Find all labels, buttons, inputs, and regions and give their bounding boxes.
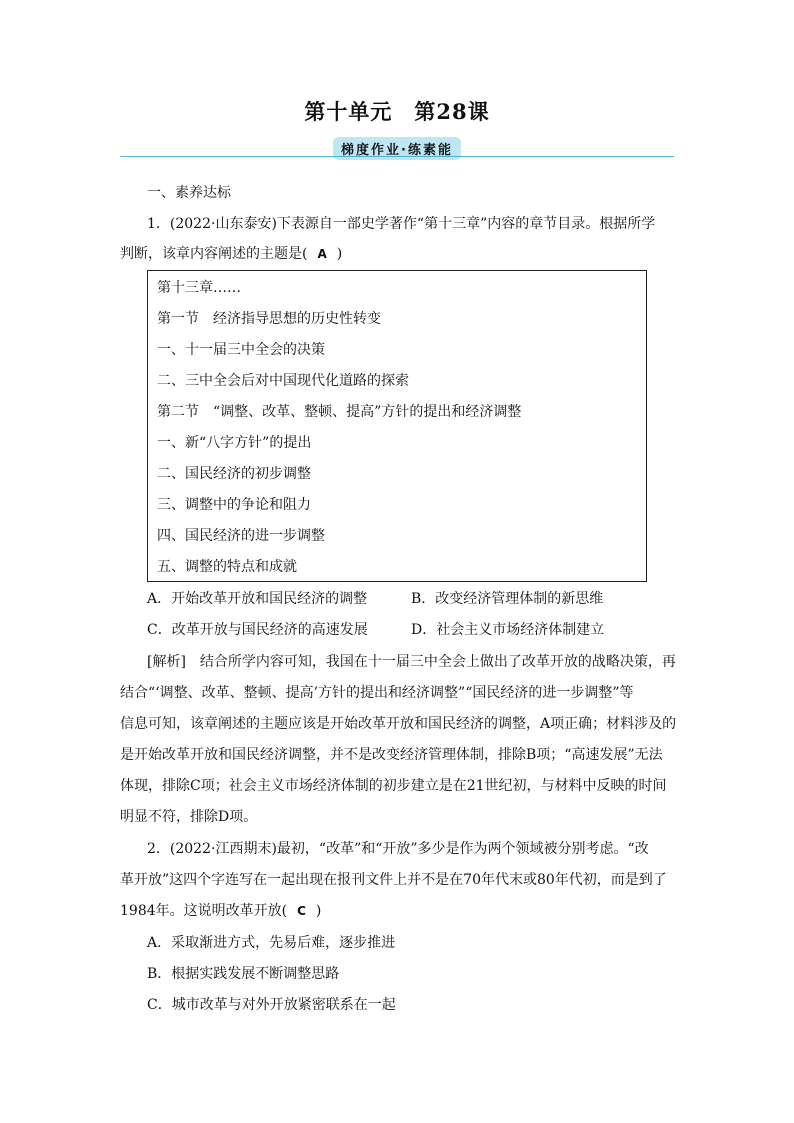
toc-line: 四、国民经济的进一步调整 (157, 528, 325, 544)
q1-answer: A (317, 247, 327, 261)
q1-stem-line-2 (120, 244, 342, 264)
q1-option-a: A．开始改革开放和国民经济的调整 (147, 591, 368, 607)
toc-table (147, 270, 647, 582)
q1-option-d: D．社会主义市场经济体制建立 (411, 622, 605, 638)
q2-option-b: B．根据实践发展不断调整思路 (147, 966, 340, 982)
toc-line: 二、三中全会后对中国现代化道路的探索 (157, 373, 409, 389)
q2-stem-close: ) (315, 903, 322, 919)
toc-line: 三、调整中的争论和阻力 (157, 497, 311, 513)
q2-option-a: A．采取渐进方式，先易后难，逐步推进 (147, 935, 396, 951)
header-divider (120, 156, 674, 157)
toc-line: 一、十一届三中全会的决策 (157, 342, 325, 358)
q2-stem-line-2: 革开放”这四个字连写在一起出现在报刊文件上并不是在70年代末或80年代初，而是到了 (120, 872, 667, 888)
q1-option-c: C．改革开放与国民经济的高速发展 (147, 622, 368, 638)
q1-analysis-line: 体现，排除C项；社会主义市场经济体制的初步建立是在21世纪初，与材料中反映的时间 (120, 778, 667, 794)
q1-stem-close: ) (336, 246, 343, 262)
toc-line: 二、国民经济的初步调整 (157, 466, 311, 482)
q1-option-b: B．改变经济管理体制的新思维 (411, 591, 604, 607)
q2-option-c: C．城市改革与对外开放紧密联系在一起 (147, 997, 396, 1013)
q1-analysis-line: [解析] 结合所学内容可知，我国在十一届三中全会上做出了改革开放的战略决策，再 (147, 654, 676, 670)
q2-stem-text: 1984年。这说明改革开放( (120, 903, 288, 919)
toc-line: 第一节 经济指导思想的历史性转变 (157, 311, 381, 327)
q2-stem-line-1: 2．(2022·江西期末)最初，“改革”和“开放”多少是作为两个领域被分别考虑。“改 (147, 841, 649, 857)
page-subtitle-badge: 梯度作业·练素能 (333, 137, 461, 160)
toc-line: 第十三章…… (157, 280, 241, 296)
q1-stem-line-1: 1．(2022·山东泰安)下表源自一部史学著作“第十三章”内容的章节目录。根据所学 (147, 216, 656, 232)
q1-analysis-line: 明显不符，排除D项。 (120, 809, 258, 825)
toc-line: 一、新“八字方针”的提出 (157, 435, 312, 451)
page-title: 第十单元 第28课 (304, 99, 490, 124)
q1-analysis-line: 结合“‘调整、改革、整顿、提高’方针的提出和经济调整”“国民经济的进一步调整”等 (120, 685, 634, 701)
section-heading: 一、素养达标 (147, 185, 231, 201)
q1-stem-text: 判断，该章内容阐述的主题是( (120, 246, 308, 262)
q1-analysis-line: 信息可知，该章阐述的主题应该是开始改革开放和国民经济的调整，A项正确；材料涉及的 (120, 716, 677, 732)
q1-analysis-line: 是开始改革开放和国民经济调整，并不是改变经济管理体制，排除B项；“高速发展”无法 (120, 747, 663, 763)
toc-line: 五、调整的特点和成就 (157, 559, 297, 575)
toc-line: 第二节 “调整、改革、整顿、提高”方针的提出和经济调整 (157, 404, 522, 420)
q2-answer: C (297, 904, 306, 918)
q2-stem-line-3 (120, 901, 321, 921)
